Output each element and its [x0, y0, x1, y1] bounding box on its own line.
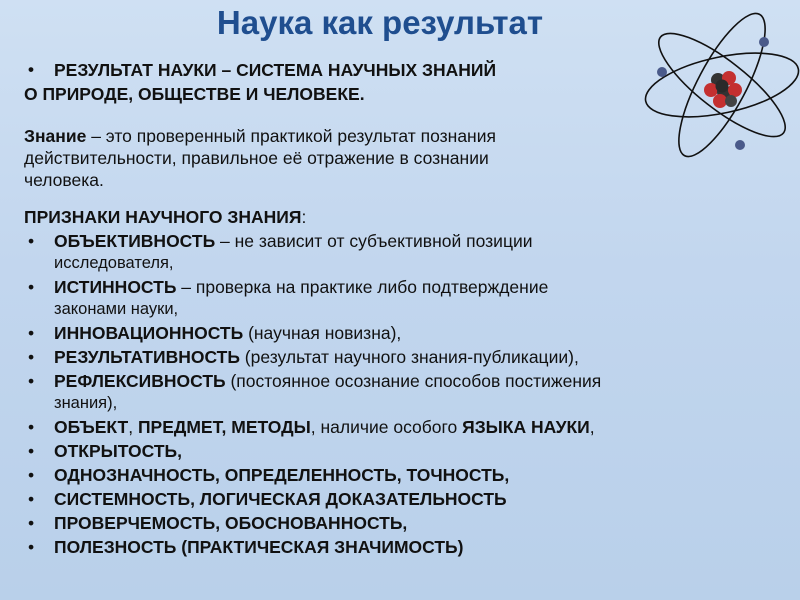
definition-text-3: человека. — [24, 170, 104, 190]
list-item: • ИННОВАЦИОННОСТЬ (научная новизна), — [28, 323, 402, 343]
definition-term: Знание — [24, 126, 87, 146]
signs-list — [24, 229, 764, 559]
list-item: • ПОЛЕЗНОСТЬ (ПРАКТИЧЕСКАЯ ЗНАЧИМОСТЬ) — [28, 537, 464, 557]
intro-line-2: О ПРИРОДЕ, ОБЩЕСТВЕ И ЧЕЛОВЕКЕ. — [24, 84, 365, 104]
list-item: • ПРОВЕРЧЕМОСТЬ, ОБОСНОВАННОСТЬ, — [28, 513, 408, 533]
list-item: • РЕЗУЛЬТАТИВНОСТЬ (результат научного знания-публикации), — [28, 347, 579, 367]
list-item: • ОТКРЫТОСТЬ, — [28, 441, 182, 461]
signs-heading: ПРИЗНАКИ НАУЧНОГО ЗНАНИЯ: — [24, 207, 307, 227]
definition-text-1: – это проверенный практикой результат познания — [86, 126, 496, 146]
slide-title: Наука как результат — [216, 4, 544, 41]
list-item: • ОБЪЕКТИВНОСТЬ – не зависит от субъективной позиции исследователя, — [28, 231, 533, 272]
list-item: • ОБЪЕКТ, ПРЕДМЕТ, МЕТОДЫ, наличие особого ЯЗЫКА НАУКИ, — [28, 417, 595, 437]
list-item: • ОДНОЗНАЧНОСТЬ, ОПРЕДЕЛЕННОСТЬ, ТОЧНОСТЬ, — [28, 465, 510, 485]
list-item: • ИСТИННОСТЬ – проверка на практике либо подтверждение законами науки, — [28, 277, 549, 318]
list-item: • СИСТЕМНОСТЬ, ЛОГИЧЕСКАЯ ДОКАЗАТЕЛЬНОСТЬ — [28, 489, 507, 509]
slide-content — [24, 58, 764, 559]
list-item: • РЕФЛЕКСИВНОСТЬ (постоянное осознание способов постижения знания), — [28, 371, 602, 412]
definition-text-2: действительности, правильное её отражение в сознании — [24, 148, 489, 168]
definition — [24, 125, 764, 191]
intro-line-1: • РЕЗУЛЬТАТ НАУКИ – СИСТЕМА НАУЧНЫХ ЗНАНИЙ — [24, 58, 764, 82]
